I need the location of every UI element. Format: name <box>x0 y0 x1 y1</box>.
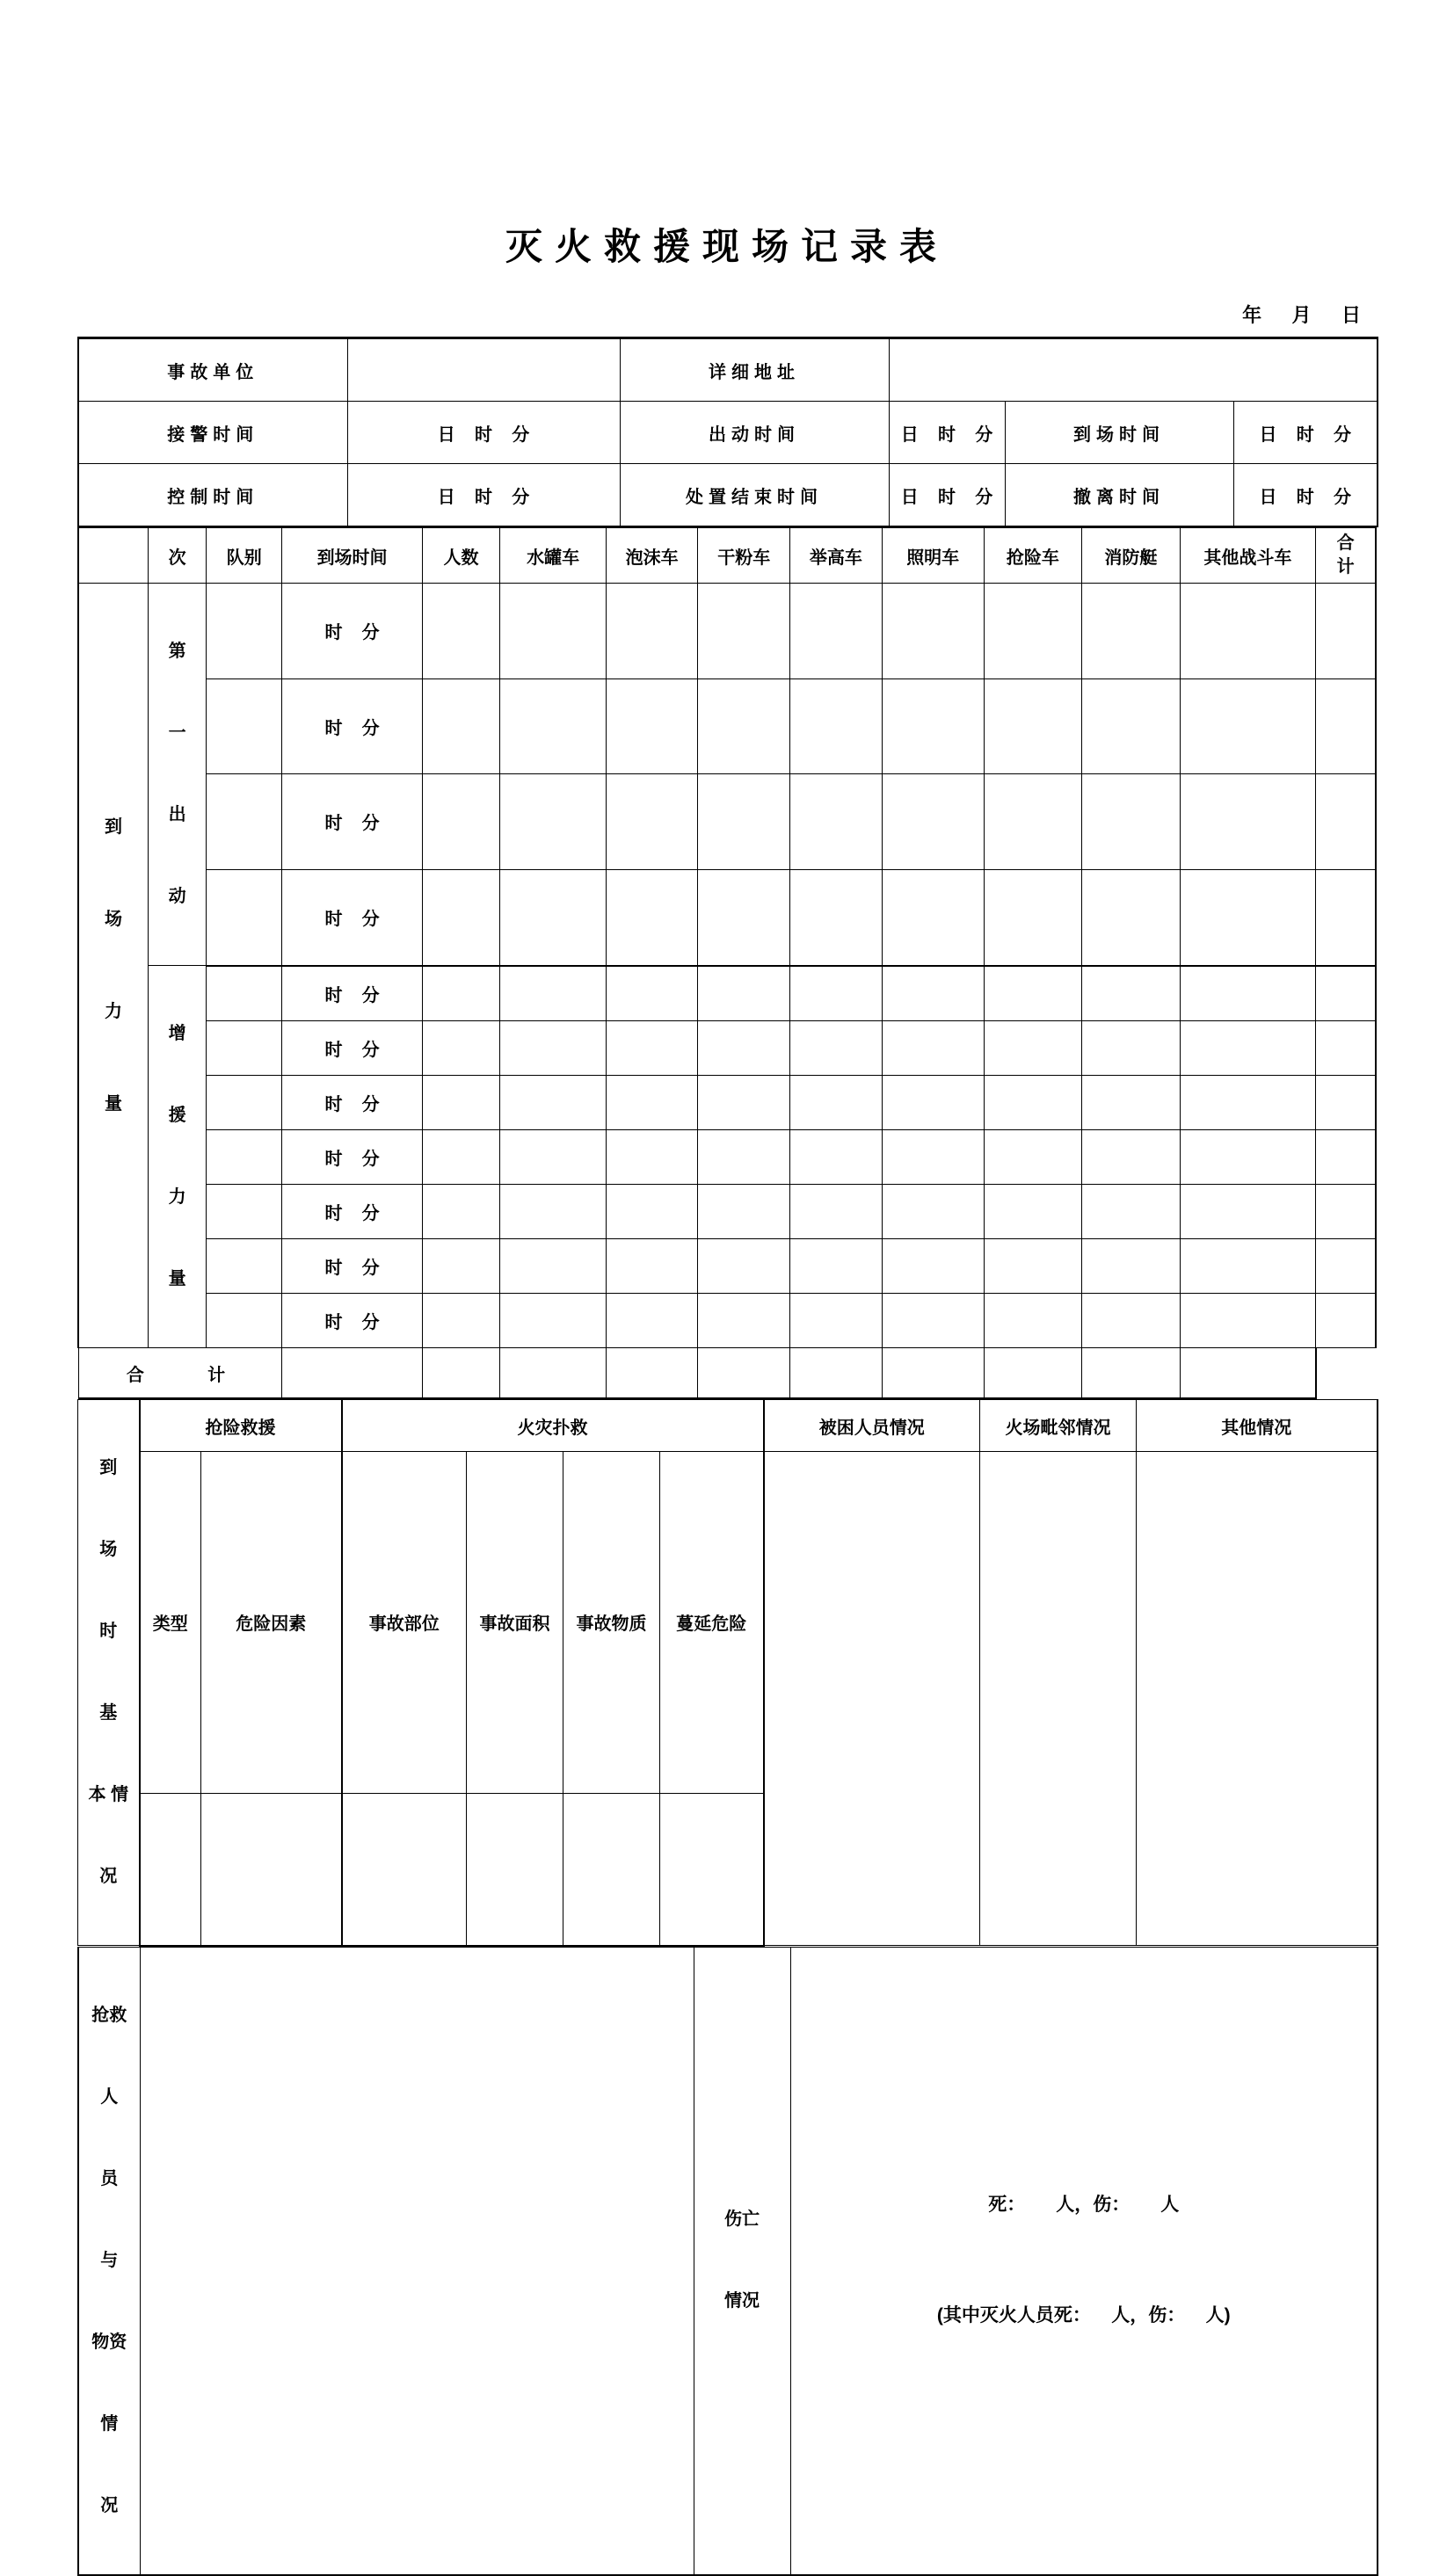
table-row-grand-total <box>78 1348 1376 1399</box>
field-accident-unit[interactable] <box>347 338 620 402</box>
cell-arrival-time[interactable]: 时 分 <box>282 1184 422 1238</box>
side-label-char-2: 场 <box>105 909 123 929</box>
field-dispatch-time[interactable]: 日 时 分 <box>889 402 1005 464</box>
cell-foam-truck[interactable] <box>606 966 698 1021</box>
col-header-other-combat-truck: 其他战斗车 <box>1180 528 1316 584</box>
label-withdraw-time: 撤离时间 <box>1005 464 1233 527</box>
cell-lighting-truck[interactable] <box>882 678 984 773</box>
col-header-rescue-truck: 抢险车 <box>984 528 1081 584</box>
cell-aerial-truck[interactable] <box>790 1184 883 1238</box>
cell-fire-boat[interactable] <box>1082 584 1180 678</box>
reinforce-char-2: 援 <box>168 1106 186 1126</box>
cell-people-count[interactable] <box>422 966 500 1021</box>
cell-foam-truck[interactable] <box>606 1294 698 1348</box>
cell-dry-powder-truck[interactable] <box>698 1020 790 1075</box>
field-end-time[interactable]: 日 时 分 <box>889 464 1005 527</box>
cell-people-count[interactable] <box>422 1239 500 1294</box>
label-arrival-time: 到场时间 <box>1005 402 1233 464</box>
table-row-reinforce-1 <box>78 966 1376 1021</box>
cell-team[interactable] <box>207 678 282 773</box>
table-row-first-dispatch-1 <box>78 584 1376 678</box>
field-trapped-people[interactable] <box>764 1452 980 1946</box>
sub-header-accident-location: 事故部位 <box>342 1452 467 1794</box>
cell-water-tanker[interactable] <box>500 1239 607 1294</box>
col-header-dry-powder-truck: 干粉车 <box>698 528 790 584</box>
casualty-text-block <box>791 2113 1378 2408</box>
col-header-trapped-people: 被困人员情况 <box>764 1400 980 1452</box>
label-detail-address: 详细地址 <box>620 338 889 402</box>
cell-lighting-truck[interactable] <box>882 1294 984 1348</box>
col-header-people-count: 人数 <box>422 528 500 584</box>
cell-dry-powder-truck[interactable] <box>698 869 790 966</box>
cell-other-combat-truck[interactable] <box>1180 869 1316 966</box>
cell-rescue-truck[interactable] <box>984 1294 1081 1348</box>
cell-fire-boat[interactable] <box>1082 1129 1180 1184</box>
cell-aerial-truck[interactable] <box>790 966 883 1021</box>
cell-arrival-time[interactable]: 时 分 <box>282 869 422 966</box>
cell-arrival-time[interactable]: 时 分 <box>282 774 422 869</box>
cell-total-foam-truck[interactable] <box>500 1348 607 1399</box>
cell-other-combat-truck[interactable] <box>1180 1184 1316 1238</box>
label-end-time: 处置结束时间 <box>620 464 889 527</box>
cell-fire-boat[interactable] <box>1082 1294 1180 1348</box>
cell-people-count[interactable] <box>422 678 500 773</box>
first-dispatch-char-3: 出 <box>168 805 186 825</box>
cell-team[interactable] <box>207 869 282 966</box>
forces-corner-blank <box>78 528 149 584</box>
cell-aerial-truck[interactable] <box>790 1020 883 1075</box>
cell-aerial-truck[interactable] <box>790 678 883 773</box>
cell-other-combat-truck[interactable] <box>1180 966 1316 1021</box>
cell-total-aerial-truck[interactable] <box>698 1348 790 1399</box>
rescue-side-line-1: 抢救 <box>91 2005 127 2025</box>
col-header-water-tanker: 水罐车 <box>500 528 607 584</box>
cell-water-tanker[interactable] <box>500 966 607 1021</box>
cell-dry-powder-truck[interactable] <box>698 678 790 773</box>
cell-total[interactable] <box>1316 966 1376 1021</box>
field-accident-substance[interactable] <box>563 1793 660 1946</box>
cell-arrival-time[interactable]: 时 分 <box>282 1075 422 1129</box>
cell-water-tanker[interactable] <box>500 678 607 773</box>
cell-foam-truck[interactable] <box>606 1129 698 1184</box>
cell-people-count[interactable] <box>422 1294 500 1348</box>
field-adjacent-situation[interactable] <box>980 1452 1137 1946</box>
situation-side-line-2: 场 <box>99 1540 118 1560</box>
cell-foam-truck[interactable] <box>606 1020 698 1075</box>
col-header-fire-boat: 消防艇 <box>1082 528 1180 584</box>
field-arrival-time[interactable]: 日 时 分 <box>1233 402 1378 464</box>
cell-fire-boat[interactable] <box>1082 869 1180 966</box>
cell-water-tanker[interactable] <box>500 1129 607 1184</box>
cell-foam-truck[interactable] <box>606 869 698 966</box>
field-withdraw-time[interactable]: 日 时 分 <box>1233 464 1378 527</box>
cell-aerial-truck[interactable] <box>790 584 883 678</box>
cell-rescue-truck[interactable] <box>984 1184 1081 1238</box>
cell-water-tanker[interactable] <box>500 584 607 678</box>
table-row-reinforce-7 <box>78 1294 1376 1348</box>
table-row-first-dispatch-2 <box>78 678 1376 773</box>
cell-arrival-time[interactable]: 时 分 <box>282 1020 422 1075</box>
cell-rescue-truck[interactable] <box>984 869 1081 966</box>
sub-header-risk-factors: 危险因素 <box>201 1452 342 1794</box>
label-alarm-time: 接警时间 <box>78 402 347 464</box>
cell-people-count[interactable] <box>422 869 500 966</box>
cell-foam-truck[interactable] <box>606 1075 698 1129</box>
cell-total-rescue-truck[interactable] <box>882 1348 984 1399</box>
cell-water-tanker[interactable] <box>500 1020 607 1075</box>
label-accident-unit: 事故单位 <box>78 338 347 402</box>
cell-people-count[interactable] <box>422 1184 500 1238</box>
cell-rescue-truck[interactable] <box>984 1239 1081 1294</box>
date-line: 年 月 日 <box>1242 304 1363 327</box>
cell-rescue-truck[interactable] <box>984 584 1081 678</box>
cell-fire-boat[interactable] <box>1082 774 1180 869</box>
cell-aerial-truck[interactable] <box>790 1294 883 1348</box>
cell-total[interactable] <box>1316 584 1376 678</box>
label-dispatch-time: 出动时间 <box>620 402 889 464</box>
total-char-2: 计 <box>1336 557 1355 577</box>
side-label-arriving-forces <box>78 584 149 1348</box>
first-dispatch-char-2: 一 <box>168 723 186 744</box>
field-casualty-details[interactable] <box>790 1947 1378 2575</box>
rescue-side-line-5: 物资 <box>91 2332 127 2352</box>
side-label-char-1: 到 <box>105 816 123 837</box>
field-detail-address[interactable] <box>889 338 1378 402</box>
cell-total-fire-boat[interactable] <box>984 1348 1081 1399</box>
side-label-rescue-personnel-materials <box>78 1947 140 2575</box>
cell-team[interactable] <box>207 1239 282 1294</box>
cell-dry-powder-truck[interactable] <box>698 584 790 678</box>
cell-aerial-truck[interactable] <box>790 869 883 966</box>
cell-lighting-truck[interactable] <box>882 966 984 1021</box>
field-other-situation[interactable] <box>1137 1452 1378 1946</box>
reinforce-char-3: 力 <box>168 1187 186 1208</box>
situation-table <box>77 1399 1378 1947</box>
cell-other-combat-truck[interactable] <box>1180 1239 1316 1294</box>
cell-lighting-truck[interactable] <box>882 1020 984 1075</box>
col-header-other-situation: 其他情况 <box>1137 1400 1378 1452</box>
cell-dry-powder-truck[interactable] <box>698 1294 790 1348</box>
cell-foam-truck[interactable] <box>606 678 698 773</box>
cell-lighting-truck[interactable] <box>882 1184 984 1238</box>
cell-lighting-truck[interactable] <box>882 869 984 966</box>
col-header-lighting-truck: 照明车 <box>882 528 984 584</box>
cell-lighting-truck[interactable] <box>882 1239 984 1294</box>
side-label-char-3: 力 <box>105 1001 123 1021</box>
cell-rescue-truck[interactable] <box>984 966 1081 1021</box>
field-risk-factors[interactable] <box>201 1793 342 1946</box>
sub-header-accident-substance: 事故物质 <box>563 1452 660 1794</box>
cell-arrival-time[interactable]: 时 分 <box>282 1129 422 1184</box>
cell-other-combat-truck[interactable] <box>1180 1075 1316 1129</box>
cell-fire-boat[interactable] <box>1082 966 1180 1021</box>
cell-arrival-time[interactable]: 时 分 <box>282 1239 422 1294</box>
label-casualty-situation <box>694 1947 790 2575</box>
cell-foam-truck[interactable] <box>606 774 698 869</box>
forces-table <box>77 527 1377 1399</box>
cell-arrival-time[interactable]: 时 分 <box>282 1294 422 1348</box>
cell-people-count[interactable] <box>422 584 500 678</box>
cell-total[interactable] <box>1316 774 1376 869</box>
col-header-order: 次 <box>149 528 207 584</box>
cell-other-combat-truck[interactable] <box>1180 774 1316 869</box>
field-type[interactable] <box>140 1793 201 1946</box>
field-accident-location[interactable] <box>342 1793 467 1946</box>
cell-grand-total[interactable] <box>1180 1348 1316 1399</box>
cell-dry-powder-truck[interactable] <box>698 774 790 869</box>
cell-team[interactable] <box>207 1129 282 1184</box>
situation-side-line-6: 况 <box>99 1867 118 1887</box>
col-header-adjacent-situation: 火场毗邻情况 <box>980 1400 1137 1452</box>
cell-foam-truck[interactable] <box>606 584 698 678</box>
sub-header-spread-risk: 蔓延危险 <box>660 1452 764 1794</box>
label-grand-total: 合 计 <box>78 1348 282 1399</box>
field-accident-area[interactable] <box>467 1793 563 1946</box>
cell-people-count[interactable] <box>422 1075 500 1129</box>
cell-people-count[interactable] <box>422 774 500 869</box>
cell-total[interactable] <box>1316 1020 1376 1075</box>
cell-dry-powder-truck[interactable] <box>698 1129 790 1184</box>
situation-side-line-1: 到 <box>99 1458 118 1478</box>
cell-fire-boat[interactable] <box>1082 678 1180 773</box>
situation-side-line-3: 时 <box>99 1622 118 1642</box>
cell-other-combat-truck[interactable] <box>1180 1020 1316 1075</box>
table-row-first-dispatch-3 <box>78 774 1376 869</box>
cell-total[interactable] <box>1316 1239 1376 1294</box>
cell-people-count[interactable] <box>422 1129 500 1184</box>
cell-total[interactable] <box>1316 1294 1376 1348</box>
side-label-char-4: 量 <box>105 1093 123 1114</box>
cell-total-water-tanker[interactable] <box>422 1348 500 1399</box>
cell-total-people-count[interactable] <box>282 1348 422 1399</box>
situation-subheader-row <box>78 1452 1378 1794</box>
cell-fire-boat[interactable] <box>1082 1020 1180 1075</box>
group-label-first-dispatch <box>149 584 207 966</box>
cell-foam-truck[interactable] <box>606 1239 698 1294</box>
cell-dry-powder-truck[interactable] <box>698 1239 790 1294</box>
cell-aerial-truck[interactable] <box>790 774 883 869</box>
cell-fire-boat[interactable] <box>1082 1239 1180 1294</box>
cell-team[interactable] <box>207 1020 282 1075</box>
cell-dry-powder-truck[interactable] <box>698 1075 790 1129</box>
cell-other-combat-truck[interactable] <box>1180 678 1316 773</box>
table-row-reinforce-3 <box>78 1075 1376 1129</box>
col-header-total <box>1316 528 1376 584</box>
table-row-first-dispatch-4 <box>78 869 1376 966</box>
situation-side-line-4: 基 <box>99 1703 118 1723</box>
table-row-times-2 <box>78 464 1378 527</box>
reinforce-char-4: 量 <box>168 1269 186 1289</box>
cell-team[interactable] <box>207 966 282 1021</box>
sub-header-accident-area: 事故面积 <box>467 1452 563 1794</box>
cell-rescue-truck[interactable] <box>984 774 1081 869</box>
field-rescue-content[interactable] <box>140 1947 694 2575</box>
table-row-unit <box>78 338 1378 402</box>
first-dispatch-char-1: 第 <box>168 642 186 662</box>
rescue-side-line-4: 与 <box>100 2250 119 2270</box>
cell-team[interactable] <box>207 1184 282 1238</box>
table-row-reinforce-5 <box>78 1184 1376 1238</box>
cell-fire-boat[interactable] <box>1082 1184 1180 1238</box>
cell-other-combat-truck[interactable] <box>1180 1294 1316 1348</box>
cell-team[interactable] <box>207 1075 282 1129</box>
group-label-reinforcement <box>149 966 207 1348</box>
situation-side-line-5: 本 情 <box>88 1785 129 1805</box>
field-control-time[interactable]: 日 时 分 <box>347 464 620 527</box>
field-spread-risk[interactable] <box>660 1793 764 1946</box>
cell-other-combat-truck[interactable] <box>1180 584 1316 678</box>
casualty-label-line-2: 情况 <box>724 2291 760 2311</box>
group-header-emergency-rescue: 抢险救援 <box>140 1400 342 1452</box>
cell-people-count[interactable] <box>422 1020 500 1075</box>
casualty-line-2: (其中灭火人员死： 人，伤： 人) <box>936 2305 1231 2326</box>
col-header-foam-truck: 泡沫车 <box>606 528 698 584</box>
cell-water-tanker[interactable] <box>500 1075 607 1129</box>
cell-rescue-truck[interactable] <box>984 1020 1081 1075</box>
cell-rescue-truck[interactable] <box>984 678 1081 773</box>
table-row-reinforce-4 <box>78 1129 1376 1184</box>
casualty-label-line-1: 伤亡 <box>724 2210 760 2230</box>
col-header-arrival-time: 到场时间 <box>282 528 422 584</box>
cell-team[interactable] <box>207 774 282 869</box>
cell-dry-powder-truck[interactable] <box>698 966 790 1021</box>
table-row-reinforce-6 <box>78 1239 1376 1294</box>
cell-aerial-truck[interactable] <box>790 1075 883 1129</box>
cell-water-tanker[interactable] <box>500 774 607 869</box>
cell-aerial-truck[interactable] <box>790 1239 883 1294</box>
cell-total-other-combat-truck[interactable] <box>1082 1348 1180 1399</box>
cell-water-tanker[interactable] <box>500 869 607 966</box>
sub-header-type: 类型 <box>140 1452 201 1794</box>
cell-total[interactable] <box>1316 678 1376 773</box>
rescue-casualty-table <box>77 1947 1378 2576</box>
rescue-row <box>78 1947 1378 2575</box>
header-table <box>77 337 1378 527</box>
cell-lighting-truck[interactable] <box>882 1075 984 1129</box>
cell-team[interactable] <box>207 584 282 678</box>
cell-arrival-time[interactable]: 时 分 <box>282 966 422 1021</box>
cell-water-tanker[interactable] <box>500 1184 607 1238</box>
cell-total[interactable] <box>1316 1129 1376 1184</box>
cell-lighting-truck[interactable] <box>882 584 984 678</box>
field-alarm-time[interactable]: 日 时 分 <box>347 402 620 464</box>
cell-fire-boat[interactable] <box>1082 1075 1180 1129</box>
casualty-line-1: 死： 人，伤： 人 <box>988 2195 1180 2216</box>
cell-lighting-truck[interactable] <box>882 774 984 869</box>
cell-total[interactable] <box>1316 1184 1376 1238</box>
rescue-side-line-3: 员 <box>100 2168 119 2188</box>
page-title: 灭火救援现场记录表 <box>505 226 949 267</box>
cell-dry-powder-truck[interactable] <box>698 1184 790 1238</box>
reinforce-char-1: 增 <box>168 1024 186 1044</box>
table-row-times-1 <box>78 402 1378 464</box>
col-header-team: 队别 <box>207 528 282 584</box>
cell-arrival-time[interactable]: 时 分 <box>282 678 422 773</box>
cell-foam-truck[interactable] <box>606 1184 698 1238</box>
cell-team[interactable] <box>207 1294 282 1348</box>
situation-group-header-row <box>78 1400 1378 1452</box>
rescue-side-line-2: 人 <box>100 2086 119 2107</box>
col-header-aerial-truck: 举高车 <box>790 528 883 584</box>
cell-total-dry-powder-truck[interactable] <box>606 1348 698 1399</box>
cell-aerial-truck[interactable] <box>790 1129 883 1184</box>
side-label-arrival-basic-situation <box>78 1400 140 1946</box>
cell-rescue-truck[interactable] <box>984 1129 1081 1184</box>
cell-other-combat-truck[interactable] <box>1180 1129 1316 1184</box>
table-row-reinforce-2 <box>78 1020 1376 1075</box>
rescue-side-line-7: 况 <box>100 2495 119 2515</box>
rescue-side-line-6: 情 <box>100 2413 119 2434</box>
cell-arrival-time[interactable]: 时 分 <box>282 584 422 678</box>
cell-rescue-truck[interactable] <box>984 1075 1081 1129</box>
cell-total[interactable] <box>1316 1075 1376 1129</box>
cell-water-tanker[interactable] <box>500 1294 607 1348</box>
forces-header-row <box>78 528 1376 584</box>
group-header-firefighting: 火灾扑救 <box>342 1400 764 1452</box>
total-char-1: 合 <box>1336 533 1355 554</box>
cell-lighting-truck[interactable] <box>882 1129 984 1184</box>
first-dispatch-char-4: 动 <box>168 887 186 907</box>
label-control-time: 控制时间 <box>78 464 347 527</box>
cell-total[interactable] <box>1316 869 1376 966</box>
cell-total-lighting-truck[interactable] <box>790 1348 883 1399</box>
